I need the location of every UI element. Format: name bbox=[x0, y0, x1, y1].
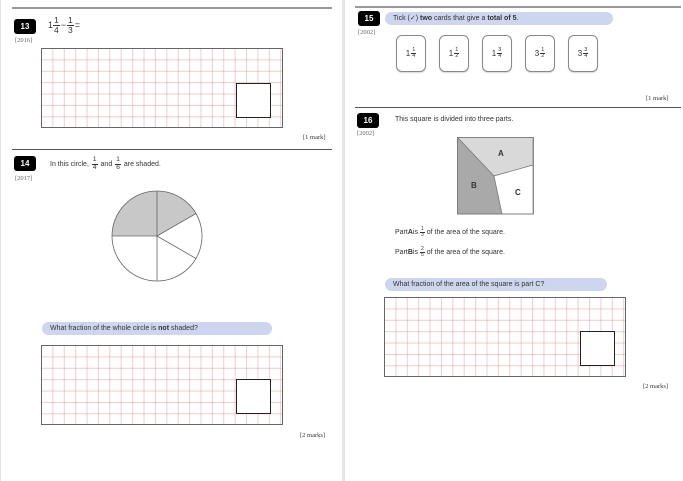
marks-16: [2 marks] bbox=[643, 383, 669, 390]
text-bold: A bbox=[407, 229, 413, 236]
top-rule bbox=[12, 7, 332, 9]
text-bold: B bbox=[407, 249, 413, 256]
text: and bbox=[100, 160, 113, 168]
svg-text:B: B bbox=[471, 181, 477, 190]
text: are shaded. bbox=[123, 160, 161, 168]
q16-prompt: What fraction of the area of the square is part C? bbox=[385, 278, 607, 291]
fraction-sixth: $\frac{1}{6}$ bbox=[116, 156, 120, 171]
q13-expression bbox=[48, 16, 80, 34]
text: In this circle, bbox=[50, 160, 89, 168]
answer-box-13[interactable] bbox=[236, 83, 271, 118]
question-year-15: [2002] bbox=[358, 29, 376, 36]
text: of the area of the square. bbox=[426, 229, 505, 236]
fraction-quarter: $\frac{1}{4}$ bbox=[92, 156, 97, 171]
minus-sign: − bbox=[60, 20, 67, 30]
working-grid-14[interactable] bbox=[41, 345, 283, 425]
q14-prompt bbox=[42, 322, 272, 335]
q14-text bbox=[50, 157, 161, 171]
part-b-statement bbox=[395, 247, 505, 258]
q15-prompt bbox=[385, 12, 613, 25]
question-number-14: 14 bbox=[14, 156, 36, 171]
equals-sign: = bbox=[74, 20, 81, 30]
marks-14: [2 marks] bbox=[300, 432, 326, 439]
svg-text:A: A bbox=[498, 149, 504, 158]
text: Part bbox=[395, 229, 408, 236]
text: . bbox=[516, 15, 519, 22]
fraction: $\frac{1}{4}$ bbox=[54, 15, 59, 35]
right-page bbox=[345, 0, 683, 481]
text: Part bbox=[395, 249, 408, 256]
marks-13: [1 mark] bbox=[303, 134, 326, 141]
fraction-two-fifths: $\frac{2}{5}$ bbox=[420, 246, 424, 258]
text-bold: total of 5 bbox=[487, 15, 517, 22]
card-3[interactable]: 1 $\frac{3}{4}$ bbox=[482, 35, 512, 72]
pie-circle-diagram bbox=[111, 190, 203, 282]
card-5[interactable]: 3 $\frac{3}{4}$ bbox=[568, 35, 598, 72]
question-year-16: [2002] bbox=[357, 130, 375, 137]
text: is bbox=[412, 229, 418, 236]
q16-text: This square is divided into three parts. bbox=[395, 116, 514, 123]
text: of the area of the square. bbox=[426, 249, 505, 256]
marks-15: [1 mark] bbox=[646, 95, 669, 102]
text: cards that give a bbox=[432, 15, 488, 22]
svg-text:C: C bbox=[515, 188, 521, 197]
answer-box-14[interactable] bbox=[236, 379, 271, 414]
card-2[interactable]: 1 $\frac{1}{2}$ bbox=[439, 35, 469, 72]
text: is bbox=[412, 249, 418, 256]
text: shaded? bbox=[169, 325, 198, 332]
divided-square-diagram bbox=[457, 137, 534, 215]
working-grid-16[interactable] bbox=[384, 297, 626, 377]
question-number-13: 13 bbox=[14, 19, 36, 34]
whole-number: 1 bbox=[48, 20, 54, 30]
text: What fraction of the whole circle is bbox=[50, 325, 159, 332]
top-rule bbox=[355, 6, 681, 8]
question-year-13: [2016] bbox=[15, 37, 33, 44]
card-1[interactable]: 1 $\frac{1}{4}$ bbox=[396, 35, 426, 72]
section-rule bbox=[355, 107, 681, 108]
fraction-third: $\frac{1}{3}$ bbox=[420, 226, 424, 238]
working-grid-13[interactable] bbox=[41, 48, 283, 128]
text: Tick (✓) bbox=[393, 15, 420, 22]
answer-box-16[interactable] bbox=[580, 331, 615, 366]
text-bold: two bbox=[420, 15, 433, 22]
part-a-statement bbox=[395, 227, 505, 238]
question-number-16: 16 bbox=[357, 113, 379, 128]
question-number-15: 15 bbox=[358, 11, 380, 26]
question-year-14: [2017] bbox=[15, 175, 33, 182]
card-4[interactable]: 3 $\frac{1}{2}$ bbox=[525, 35, 555, 72]
fraction: $\frac{1}{3}$ bbox=[68, 15, 73, 35]
text-bold: not bbox=[158, 325, 170, 332]
section-rule bbox=[12, 149, 332, 150]
